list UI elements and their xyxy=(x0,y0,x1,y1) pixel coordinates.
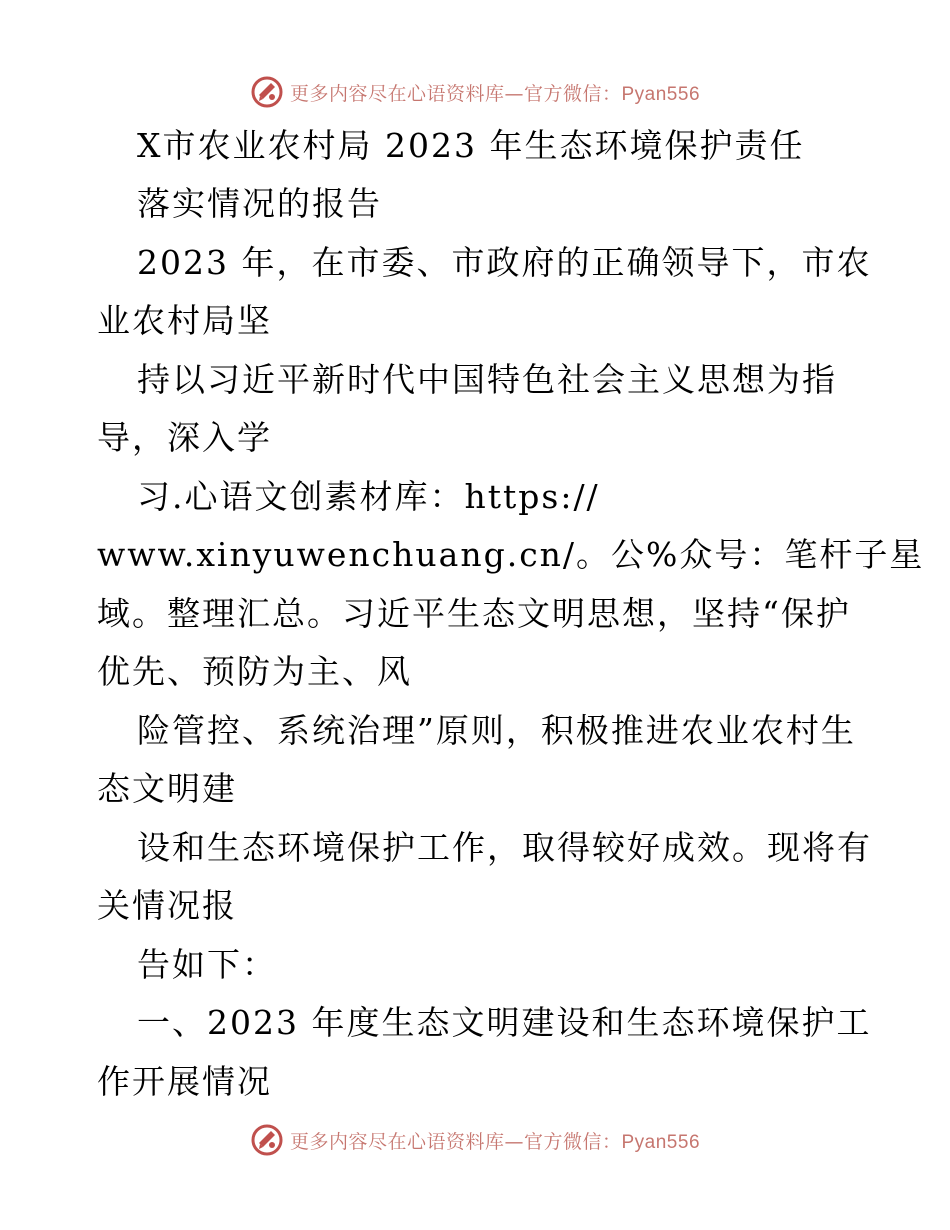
paragraph-line: 关情况报 xyxy=(97,886,237,925)
doc-title-line-1: X市农业农村局 2023 年生态环境保护责任 xyxy=(137,126,805,165)
watermark-text: 更多内容尽在心语资料库—官方微信：Pyan556 xyxy=(289,82,701,105)
watermark-group xyxy=(250,75,700,109)
paragraph-line: www.xinyuwenchuang.cn/。公%众号：笔杆子星 xyxy=(97,535,925,574)
paragraph-line: 习.心语文创素材库：https:// xyxy=(137,477,600,516)
brand-logo-icon xyxy=(250,1123,284,1157)
paragraph-line: 设和生态环境保护工作，取得较好成效。现将有 xyxy=(137,828,872,867)
paragraph-line: 优先、预防为主、风 xyxy=(97,652,412,691)
paragraph-line: 险管控、系统治理”原则，积极推进农业农村生 xyxy=(137,711,856,750)
watermark-group xyxy=(250,1123,700,1157)
paragraph-line: 态文明建 xyxy=(97,769,237,808)
wechat-id: Pyan556 xyxy=(621,1131,701,1153)
section-heading-line: 作开展情况 xyxy=(97,1062,272,1101)
paragraph-line: 持以习近平新时代中国特色社会主义思想为指 xyxy=(137,360,837,399)
paragraph-line: 2023 年，在市委、市政府的正确领导下，市农 xyxy=(137,243,872,282)
paragraph-line: 导，深入学 xyxy=(97,418,272,457)
watermark-text: 更多内容尽在心语资料库—官方微信：Pyan556 xyxy=(289,1130,701,1153)
footer-watermark-banner xyxy=(0,1120,950,1160)
section-heading-line: 一、2023 年度生态文明建设和生态环境保护工 xyxy=(137,1003,872,1042)
header-watermark-banner xyxy=(0,72,950,112)
doc-title-line-2: 落实情况的报告 xyxy=(137,184,382,223)
brand-logo-icon xyxy=(250,75,284,109)
paragraph-line: 域。整理汇总。习近平生态文明思想，坚持“保护 xyxy=(97,594,851,633)
paragraph-line: 业农村局坚 xyxy=(97,301,272,340)
paragraph-line: 告如下： xyxy=(137,945,277,984)
wechat-id: Pyan556 xyxy=(621,83,701,105)
